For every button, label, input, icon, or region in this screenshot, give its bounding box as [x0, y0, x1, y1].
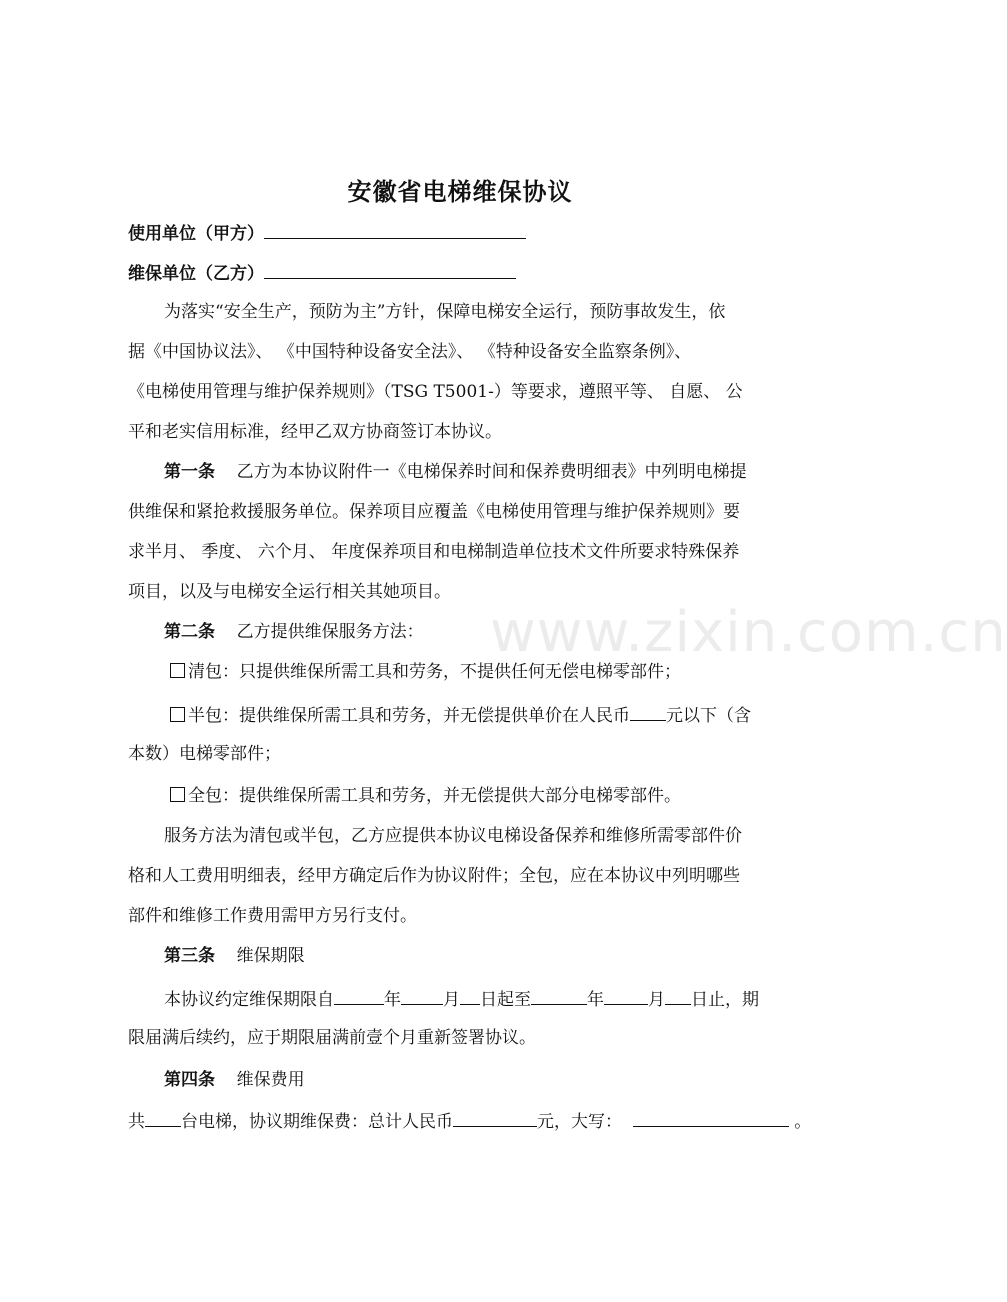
document-title: 安徽省电梯维保协议 — [347, 178, 573, 206]
article3-title: 维保期限 — [236, 946, 305, 966]
half-package-checkbox[interactable] — [170, 707, 185, 722]
article1-text-1: 乙方为本协议附件一《电梯保养时间和保养费明细表》中列明电梯提 — [236, 462, 747, 482]
end-day-blank[interactable] — [665, 986, 691, 1005]
article2-title: 乙方提供维保服务方法： — [236, 622, 424, 642]
start-month-blank[interactable] — [401, 986, 443, 1005]
option-clean-text: 清包：只提供维保所需工具和劳务，不提供任何无偿电梯零部件； — [188, 662, 681, 682]
option-half-text-a: 半包：提供维保所需工具和劳务，并无偿提供单价在人民币 — [188, 706, 630, 726]
term-line-1 — [164, 986, 814, 1012]
article1-line-2: 供维保和紧抢救援服务单位。保养项目应覆盖《电梯使用管理与维护保养规则》要 — [128, 502, 740, 522]
article2-line — [164, 620, 798, 644]
article3-line — [164, 944, 798, 968]
half-package-price-blank[interactable] — [630, 702, 666, 721]
intro-line-3: 《电梯使用管理与维护保养规则》（TSG T5001-）等要求，遵照平等、 自愿、 公 — [128, 382, 743, 402]
option-full-package — [170, 784, 798, 808]
fee-line — [128, 1108, 848, 1134]
watermark: www.zixin.com.cn — [490, 600, 1007, 665]
end-year-label: 年 — [587, 990, 604, 1010]
elevator-count-blank[interactable] — [145, 1108, 181, 1127]
day-from-label: 日起至 — [480, 990, 531, 1010]
service-note-line-2: 格和人工费用明细表，经甲方确定后作为协议附件；全包，应在本协议中列明哪些 — [128, 866, 740, 886]
party-b-line — [128, 260, 798, 286]
article1-line-4: 项目，以及与电梯安全运行相关其她项目。 — [128, 582, 451, 602]
article3-heading: 第三条 — [164, 946, 215, 966]
clean-package-checkbox[interactable] — [170, 663, 185, 678]
end-month-label: 月 — [648, 990, 665, 1010]
fee-text-b: 台电梯，协议期维保费：总计人民币 — [181, 1112, 453, 1132]
article1-heading: 第一条 — [164, 462, 215, 482]
option-clean-package — [170, 660, 798, 684]
intro-line-1: 为落实“安全生产，预防为主”方针，保障电梯安全运行，预防事故发生，依 — [164, 302, 726, 322]
article1-line-3: 求半月、 季度、 六个月、 年度保养项目和电梯制造单位技术文件所要求特殊保养 — [128, 542, 740, 562]
end-month-blank[interactable] — [604, 986, 648, 1005]
party-a-line — [128, 220, 798, 246]
article4-title: 维保费用 — [236, 1070, 305, 1090]
party-b-blank[interactable] — [264, 260, 516, 279]
service-note-line-3: 部件和维修工作费用需甲方另行支付。 — [128, 906, 417, 926]
fee-text-a: 共 — [128, 1112, 145, 1132]
start-day-blank[interactable] — [460, 986, 480, 1005]
intro-line-4: 平和老实信用标准，经甲乙双方协商签订本协议。 — [128, 422, 502, 442]
term-prefix: 本协议约定维保期限自 — [164, 990, 334, 1010]
option-half-line-2: 本数）电梯零部件； — [128, 744, 281, 764]
party-a-blank[interactable] — [264, 220, 526, 239]
article4-heading: 第四条 — [164, 1070, 215, 1090]
fee-text-d: 。 — [794, 1112, 812, 1132]
start-year-blank[interactable] — [334, 986, 384, 1005]
option-half-text-b: 元以下（含 — [666, 706, 751, 726]
fee-words-blank[interactable] — [633, 1108, 789, 1127]
term-line-2: 限届满后续约，应于期限届满前壹个月重新签署协议。 — [128, 1028, 536, 1048]
party-b-label: 维保单位（乙方） — [128, 264, 264, 284]
article1-line-1 — [164, 460, 798, 484]
start-year-label: 年 — [384, 990, 401, 1010]
end-year-blank[interactable] — [531, 986, 587, 1005]
full-package-checkbox[interactable] — [170, 787, 185, 802]
article4-line — [164, 1068, 798, 1092]
start-month-label: 月 — [443, 990, 460, 1010]
option-half-package — [170, 702, 798, 728]
party-a-label: 使用单位（甲方） — [128, 224, 264, 244]
day-to-label: 日止，期 — [691, 990, 759, 1010]
intro-line-2: 据《中国协议法》、 《中国特种设备安全法》、 《特种设备安全监察条例》、 — [128, 342, 692, 362]
article2-heading: 第二条 — [164, 622, 215, 642]
fee-text-c: 元，大写： — [537, 1112, 622, 1132]
option-full-text: 全包：提供维保所需工具和劳务，并无偿提供大部分电梯零部件。 — [188, 786, 681, 806]
fee-amount-blank[interactable] — [453, 1108, 537, 1127]
service-note-line-1: 服务方法为清包或半包，乙方应提供本协议电梯设备保养和维修所需零部件价 — [164, 826, 742, 846]
